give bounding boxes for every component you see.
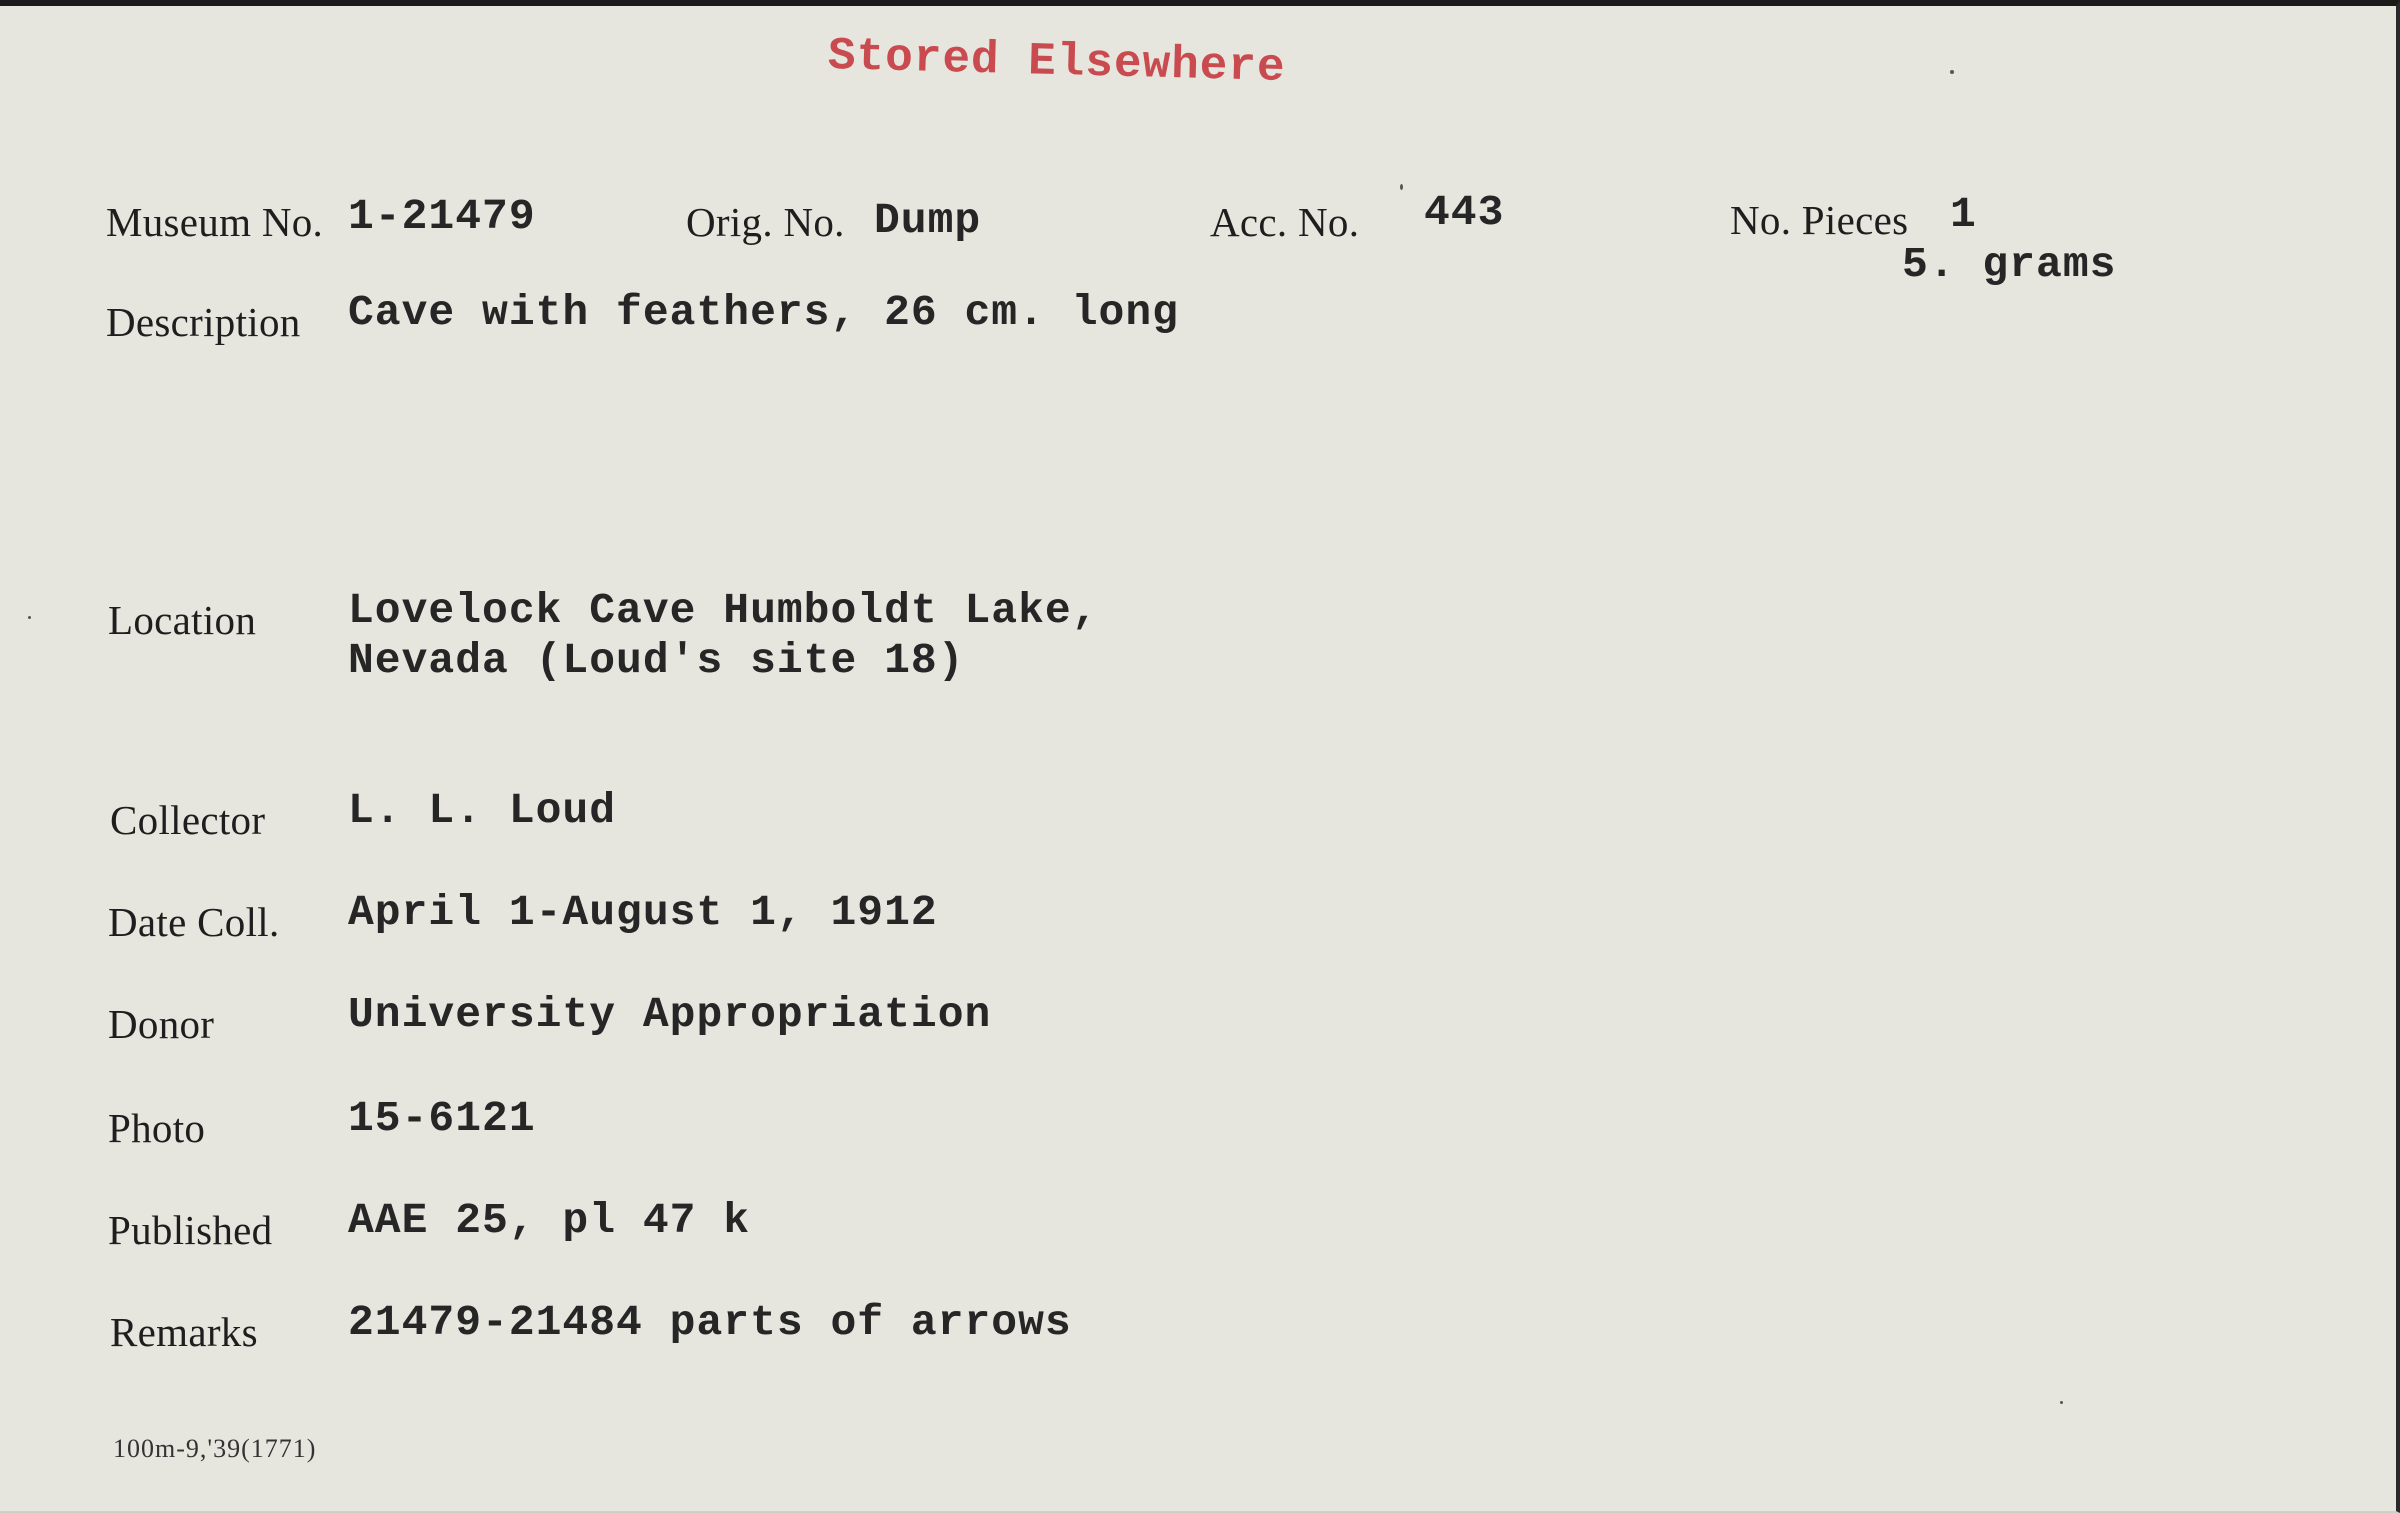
published-value: AAE 25, pl 47 k — [348, 1196, 751, 1245]
collector-value: L. L. Loud — [348, 786, 617, 835]
remarks-label: Remarks — [110, 1309, 258, 1355]
description-label: Description — [106, 299, 301, 345]
donor-label: Donor — [108, 1001, 215, 1047]
stored-elsewhere-stamp: Stored Elsewhere — [827, 30, 1287, 94]
no-pieces-label: No. Pieces — [1730, 197, 1909, 243]
location-line-1: Lovelock Cave Humboldt Lake, — [348, 586, 1099, 635]
orig-no-value: Dump — [874, 196, 982, 245]
orig-no-label: Orig. No. — [686, 199, 845, 245]
description-value: Cave with feathers, 26 cm. long — [348, 288, 1179, 337]
paper-speck — [1400, 184, 1403, 190]
remarks-value: 21479-21484 parts of arrows — [348, 1298, 1072, 1347]
paper-speck — [28, 616, 31, 619]
date-coll-label: Date Coll. — [108, 899, 280, 945]
acc-no-label: Acc. No. — [1210, 199, 1360, 245]
published-label: Published — [108, 1207, 273, 1253]
museum-no-value: 1-21479 — [348, 192, 536, 241]
form-print-code: 100m-9,'39(1771) — [113, 1434, 317, 1463]
weight-value: 5. grams — [1902, 240, 2117, 289]
location-line-2: Nevada (Loud's site 18) — [348, 636, 965, 685]
paper-speck — [2060, 1401, 2063, 1404]
museum-no-label: Museum No. — [106, 199, 324, 245]
photo-label: Photo — [108, 1105, 206, 1151]
donor-value: University Appropriation — [348, 990, 992, 1039]
photo-value: 15-6121 — [348, 1094, 536, 1143]
date-coll-value: April 1-August 1, 1912 — [348, 888, 938, 937]
no-pieces-value: 1 — [1950, 190, 1977, 239]
paper-speck — [1950, 70, 1954, 74]
collector-label: Collector — [110, 797, 266, 843]
acc-no-value: 443 — [1424, 188, 1505, 237]
location-label: Location — [108, 597, 257, 643]
